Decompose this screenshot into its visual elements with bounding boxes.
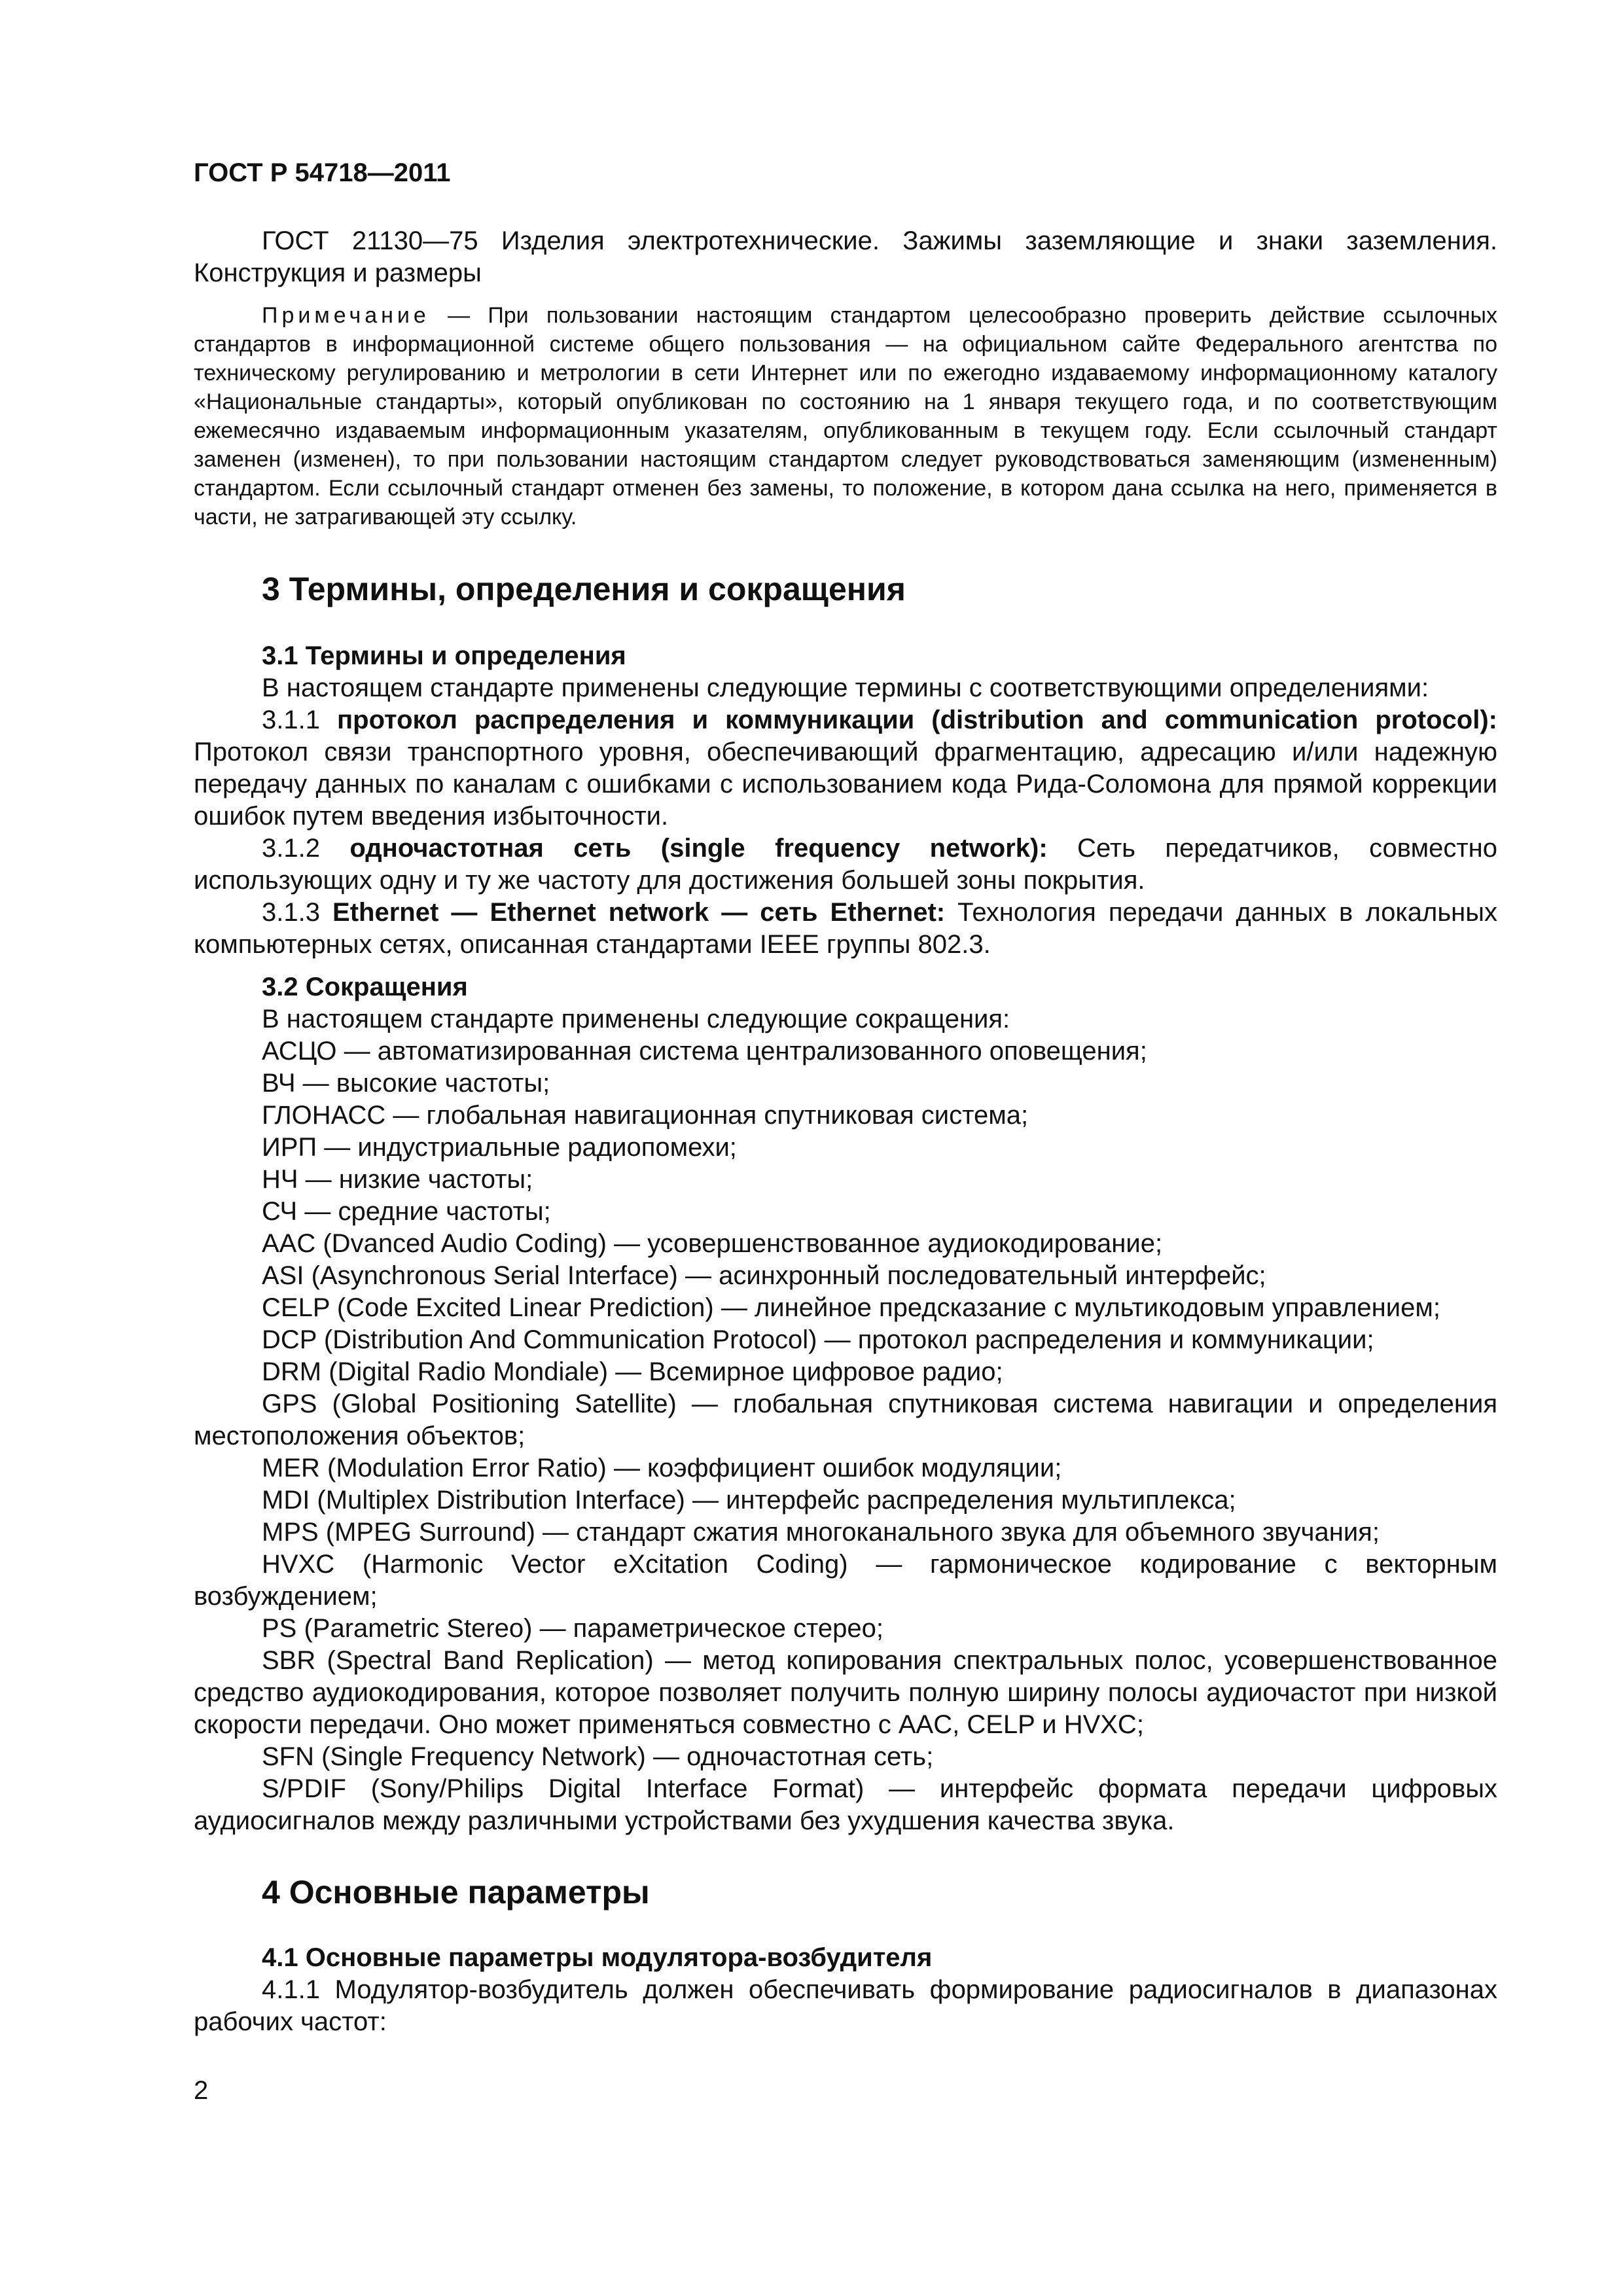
reference-note (194, 301, 1497, 531)
abbreviation-item: ГЛОНАСС — глобальная навигационная спутниковая система; (262, 1101, 1029, 1130)
abbreviation-item: PS (Parametric Stereo) — параметрическое стерео; (262, 1614, 884, 1643)
term-3-1-3 (194, 897, 1497, 961)
abbreviation-item: АСЦО — автоматизированная система централизованного оповещения; (262, 1037, 1147, 1066)
document-header: ГОСТ Р 54718—2011 (194, 158, 451, 187)
note-text: — При пользовании настоящим стандартом целесообразно проверить действие ссылочных стандартов в информационной системе общего пользования — на официальном сайте Федерального агентства по техническому регулированию и метрологии в сети Интернет или по ежегодно издаваемому информационному каталогу «Национальные стандарты», который опубликован по состоянию на 1 января текущего года, и по соответствующим ежемесячно издаваемым информационным указателям, опубликованным в текущем году. Если ссылочный стандарт заменен (изменен), то при пользовании настоящим стандартом следует руководствоваться заменяющим (измененным) стандартом. Если ссылочный стандарт отменен без замены, то положение, в котором дана ссылка на него, применяется в части, не затрагивающей эту ссылку. (194, 303, 1497, 529)
abbreviation-item: CELP (Code Excited Linear Prediction) — линейное предсказание с мультикодовым управлением; (262, 1293, 1440, 1322)
abbreviation-item: ИРП — индустриальные радиопомехи; (262, 1133, 737, 1162)
abbreviations-intro: В настоящем стандарте применены следующие сокращения: (262, 1005, 1010, 1033)
term-name: одночастотная сеть (single frequency network): (349, 834, 1048, 863)
term-name: Ethernet — Ethernet network — сеть Ethernet: (332, 898, 946, 927)
abbreviation-item: ВЧ — высокие частоты; (262, 1069, 550, 1098)
term-number: 3.1.3 (262, 898, 333, 927)
abbreviation-item: DRM (Digital Radio Mondiale) — Всемирное цифровое радио; (262, 1357, 1003, 1386)
term-definition: Протокол связи транспортного уровня, обеспечивающий фрагментацию, адресацию и/или надежную передачу данных по каналам с ошибками с использованием кода Рида-Соломона для прямой коррекции ошибок путем введения избыточности. (194, 738, 1497, 831)
abbreviation-item: НЧ — низкие частоты; (262, 1165, 533, 1194)
term-definition: Сеть передатчиков, совместно использующих одну и ту же частоту для достижения большей зоны покрытия. (194, 834, 1498, 895)
term-3-1-2 (194, 833, 1497, 897)
abbreviation-item: СЧ — средние частоты; (262, 1197, 551, 1226)
document-page (194, 157, 1497, 2038)
abbreviation-item: DCP (Distribution And Communication Protocol) — протокол распределения и коммуникации; (262, 1325, 1374, 1354)
abbreviation-item: MER (Modulation Error Ratio) — коэффициент ошибок модуляции; (262, 1454, 1062, 1482)
terms-intro: В настоящем стандарте применены следующие термины с соответствующими определениями: (262, 673, 1429, 702)
term-name: протокол распределения и коммуникации (distribution and communication protocol): (337, 706, 1497, 734)
abbreviation-item: S/PDIF (Sony/Philips Digital Interface Format) — интерфейс формата передачи цифровых аудиосигналов между различными устройствами без ухудшения качества звука. (194, 1774, 1497, 1835)
abbreviation-item: ASI (Asynchronous Serial Interface) — асинхронный последовательный интерфейс; (262, 1261, 1266, 1290)
abbreviation-item: GPS (Global Positioning Satellite) — глобальная спутниковая система навигации и определения местоположения объектов; (194, 1390, 1497, 1450)
subsection-3-1-title: 3.1 Термины и определения (262, 641, 626, 670)
abbreviation-item: MDI (Multiplex Distribution Interface) — интерфейс распределения мультиплекса; (262, 1486, 1236, 1515)
subsection-4-1-title: 4.1 Основные параметры модулятора-возбудителя (262, 1943, 933, 1972)
abbreviation-list (194, 1035, 1497, 1837)
abbreviation-item: MPS (MPEG Surround) — стандарт сжатия многоканального звука для объемного звучания; (262, 1518, 1380, 1547)
subsection-3-2-title: 3.2 Сокращения (262, 973, 468, 1001)
section-4-title: 4 Основные параметры (262, 1874, 650, 1910)
term-definition: Технология передачи данных в локальных компьютерных сетях, описанная стандартами IEEE группы 802.3. (194, 898, 1497, 959)
term-number: 3.1.2 (262, 834, 350, 863)
abbreviation-item: AAC (Dvanced Audio Coding) — усовершенствованное аудиокодирование; (262, 1229, 1163, 1258)
note-label: Примечание (262, 303, 430, 328)
term-number: 3.1.1 (262, 706, 337, 734)
section-3-title: 3 Термины, определения и сокращения (262, 571, 906, 607)
paragraph-4-1-1: 4.1.1 Модулятор-возбудитель должен обеспечивать формирование радиосигналов в диапазонах рабочих частот: (194, 1975, 1497, 2036)
abbreviation-item: SFN (Single Frequency Network) — одночастотная сеть; (262, 1742, 934, 1771)
abbreviation-item: HVXC (Harmonic Vector eXcitation Coding) — гармоническое кодирование с векторным возбуждением; (194, 1550, 1497, 1611)
normative-reference: ГОСТ 21130—75 Изделия электротехнические. Зажимы заземляющие и знаки заземления. Конструкция и размеры (194, 226, 1497, 287)
page-number: 2 (194, 2076, 209, 2105)
abbreviation-item: SBR (Spectral Band Replication) — метод копирования спектральных полос, усовершенствованное средство аудиокодирования, которое позволяет получить полную ширину полосы аудиочастот при низкой скорости передачи. Оно может применяться совместно с AAC, CELP и HVXC; (194, 1646, 1497, 1739)
term-3-1-1 (194, 704, 1497, 833)
